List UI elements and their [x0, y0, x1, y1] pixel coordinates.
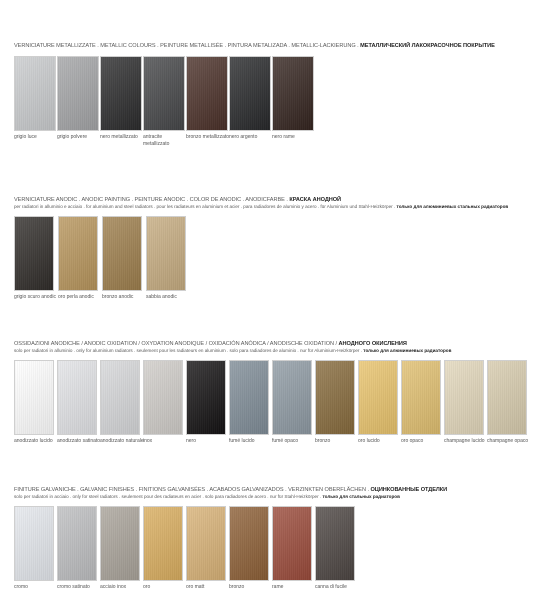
- swatch-chip: [14, 56, 56, 131]
- subtitle-text: solo per radiatori in alluminio . only for aluminium radiators . seulement pour les radiateurs en aluminium . solo para radiadores de aluminio . nur für Aluminium-Heizkörper .: [14, 348, 363, 353]
- swatch-row: [14, 56, 536, 166]
- swatch-label: acciaio inox: [100, 584, 127, 590]
- swatch-label: sabbia anodic: [146, 294, 177, 300]
- swatch-chip: [272, 360, 312, 435]
- swatch-label: anodizzato lucido: [14, 438, 53, 444]
- swatch-label: nero argento: [229, 134, 258, 140]
- title-russian: МЕТАЛЛИЧЕСКИЙ ЛАКОКРАСОЧНОЕ ПОКРЫТИЕ: [360, 43, 495, 49]
- swatch-label: cromo: [14, 584, 28, 590]
- swatch-chip: [444, 360, 484, 435]
- color-swatch: [229, 506, 269, 591]
- section-subtitle: [14, 348, 536, 354]
- section-title: [14, 341, 536, 348]
- swatch-label: anodizzato naturale: [100, 438, 144, 444]
- swatch-label: oro lucido: [358, 438, 380, 444]
- swatch-chip: [58, 216, 98, 291]
- color-swatch: [100, 360, 144, 445]
- color-swatch: [14, 216, 54, 301]
- swatch-chip: [100, 56, 142, 131]
- color-swatch: [100, 56, 142, 141]
- swatch-chip: [229, 506, 269, 581]
- swatch-chip: [315, 506, 355, 581]
- title-russian: ОЦИНКОВАННЫЕ ОТДЕЛКИ: [370, 487, 448, 493]
- swatch-label: oro perla anodic: [58, 294, 94, 300]
- swatch-chip: [272, 56, 314, 131]
- color-swatch: [58, 216, 98, 301]
- color-swatch: [14, 56, 56, 141]
- swatch-label: oro opaco: [401, 438, 424, 444]
- color-swatch: [272, 506, 312, 591]
- color-swatch: [272, 56, 314, 141]
- section-subtitle: [14, 204, 536, 210]
- swatch-chip: [14, 506, 54, 581]
- color-swatch: [14, 506, 54, 591]
- color-swatch: [487, 360, 527, 445]
- swatch-chip: [100, 506, 140, 581]
- color-swatch: [143, 56, 185, 147]
- swatch-chip: [143, 56, 185, 131]
- swatch-chip: [229, 56, 271, 131]
- swatch-chip: [14, 360, 54, 435]
- swatch-chip: [186, 56, 228, 131]
- swatch-label: canna di fucile: [315, 584, 347, 590]
- color-swatch: [102, 216, 142, 301]
- subtitle-text: per radiatori in alluminio e acciaio . for aluminium and steel radiators . pour les radiateurs en aluminium et acier . para radiadores de aluminio y acero . für Aluminium und Stahl-Heizkörper .: [14, 204, 396, 209]
- subtitle-russian: только для алюминиевых радиаторов: [363, 348, 452, 353]
- title-text: VERNICIATURE METALLIZZATE . METALLIC COLOURS . PEINTURE METALLISÉE . PINTURA METALIZADA . METALLIC-LACKIERUNG .: [14, 43, 359, 49]
- color-swatch: [315, 506, 355, 591]
- title-russian: АНОДНОГО ОКИСЛЕНИЯ: [338, 341, 407, 347]
- swatch-label: anodizzato satinato: [57, 438, 101, 444]
- color-swatch: [57, 506, 97, 591]
- swatch-label: champagne lucido: [444, 438, 485, 444]
- swatch-chip: [358, 360, 398, 435]
- swatch-row: [14, 360, 536, 460]
- swatch-chip: [146, 216, 186, 291]
- section-metallic-colours: [14, 43, 536, 166]
- title-text: OSSIDAZIONI ANODICHE / ANODIC OXIDATION / OXYDATION ANODIQUE / OXIDACIÓN ANÓDICA / ANODISCHE OXIDATION /: [14, 341, 338, 347]
- swatch-label: inox: [143, 438, 153, 444]
- swatch-label: champagne opaco: [487, 438, 529, 444]
- swatch-chip: [14, 216, 54, 291]
- swatch-label: bronzo metallizzato: [186, 134, 230, 140]
- swatch-chip: [186, 506, 226, 581]
- color-swatch: [186, 56, 228, 141]
- swatch-label: rame: [272, 584, 284, 590]
- swatch-label: cromo satinato: [57, 584, 90, 590]
- swatch-chip: [272, 506, 312, 581]
- subtitle-text: solo per radiatori in acciaio . only for steel radiators . seulement pour des radiateurs en acier . solo para radiadores de acero . nur für Stahl-Heizkörper .: [14, 494, 322, 499]
- color-swatch: [186, 506, 226, 591]
- swatch-row: [14, 216, 536, 316]
- color-swatch: [57, 56, 99, 141]
- swatch-label: oro: [143, 584, 151, 590]
- color-swatch: [143, 360, 183, 445]
- section-anodic-painting: [14, 197, 536, 316]
- subtitle-russian: только для стальных радиаторов: [322, 494, 400, 499]
- color-swatch: [444, 360, 484, 445]
- swatch-row: [14, 506, 536, 598]
- section-subtitle: [14, 494, 536, 500]
- swatch-chip: [229, 360, 269, 435]
- swatch-chip: [57, 506, 97, 581]
- swatch-label: nero metallizzato: [100, 134, 138, 140]
- swatch-label: grigio luce: [14, 134, 37, 140]
- swatch-label: grigio polvere: [57, 134, 88, 140]
- color-swatch: [229, 360, 269, 445]
- section-anodic-oxidation: [14, 341, 536, 460]
- color-swatch: [315, 360, 355, 445]
- section-title: [14, 197, 536, 204]
- color-swatch: [186, 360, 226, 445]
- section-title: [14, 43, 536, 50]
- section-title: [14, 487, 536, 494]
- color-swatch: [57, 360, 101, 445]
- color-swatch: [272, 360, 312, 445]
- swatch-chip: [315, 360, 355, 435]
- title-russian: КРАСКА АНОДНОЙ: [289, 197, 342, 203]
- swatch-chip: [186, 360, 226, 435]
- color-swatch: [401, 360, 441, 445]
- swatch-label: oro matt: [186, 584, 205, 590]
- swatch-chip: [487, 360, 527, 435]
- swatch-chip: [143, 360, 183, 435]
- swatch-label: fumé lucido: [229, 438, 255, 444]
- swatch-chip: [143, 506, 183, 581]
- swatch-chip: [57, 56, 99, 131]
- color-swatch: [14, 360, 54, 445]
- color-swatch: [143, 506, 183, 591]
- color-swatch: [146, 216, 186, 301]
- swatch-chip: [100, 360, 140, 435]
- swatch-label: fumé opaco: [272, 438, 299, 444]
- subtitle-russian: только для алюминиевых стальных радиаторов: [396, 204, 509, 209]
- swatch-label: antracite metallizzato: [143, 134, 170, 147]
- swatch-label: bronzo: [229, 584, 245, 590]
- title-text: FINITURE GALVANICHE . GALVANIC FINISHES . FINITIONS GALVANISÉES . ACABADOS GALVANIZADOS . VERZINKTEN OBERFLÄCHEN .: [14, 487, 369, 493]
- title-text: VERNICIATURE ANODIC . ANODIC PAINTING . PEINTURE ANODIC . COLOR DE ANODIC . ANODICFARBE .: [14, 197, 288, 203]
- swatch-chip: [57, 360, 97, 435]
- swatch-label: nero rame: [272, 134, 295, 140]
- color-swatch: [229, 56, 271, 141]
- swatch-label: bronzo: [315, 438, 331, 444]
- section-galvanic-finishes: [14, 487, 536, 598]
- color-swatch: [100, 506, 140, 591]
- swatch-label: nero: [186, 438, 197, 444]
- color-swatch: [358, 360, 398, 445]
- swatch-label: grigio scuro anodic: [14, 294, 56, 300]
- swatch-chip: [102, 216, 142, 291]
- swatch-label: bronzo anodic: [102, 294, 134, 300]
- swatch-chip: [401, 360, 441, 435]
